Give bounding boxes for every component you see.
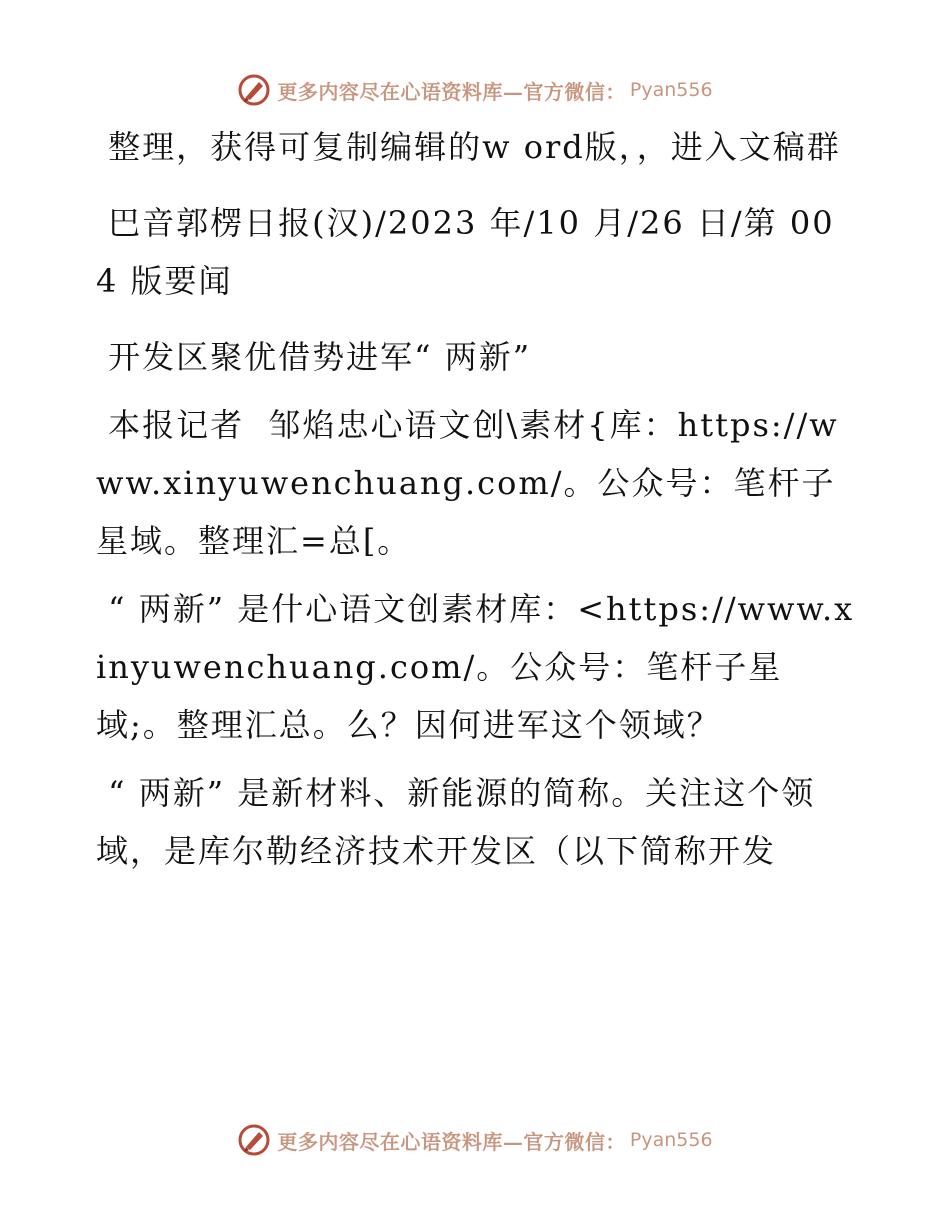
- paragraph-intro: 整理，获得可复制编辑的w ord版，，进入文稿群: [96, 128, 841, 166]
- banner-text: 更多内容尽在心语资料库—官方微信：: [277, 79, 626, 104]
- paragraph-body: “ 两新” 是新材料、新能源的简称。关注这个领域，是库尔勒经济技术开发区（以下简称开发: [96, 774, 816, 870]
- banner-text: 更多内容尽在心语资料库—官方微信：: [277, 1129, 626, 1154]
- pen-logo-icon: [237, 73, 271, 107]
- article-title: 开发区聚优借势进军“ 两新”: [96, 338, 532, 376]
- paragraph-question: “ 两新” 是什心语文创素材库：<https://www.xinyuwenchuang.com/。公众号：笔杆子星域;。整理汇总。么？因何进军这个领域？: [96, 590, 855, 744]
- paragraph-source: 巴音郭楞日报(汉)/2023 年/10 月/26 日/第 004 版要闻: [96, 204, 835, 300]
- header-banner: [0, 70, 950, 110]
- banner-wechat-id: Pyan556: [629, 1129, 713, 1151]
- pen-logo-icon: [237, 1123, 271, 1157]
- banner-wechat-id: Pyan556: [629, 79, 713, 101]
- paragraph-byline: 本报记者 邹焰忠心语文创\素材{库：https://www.xinyuwenchuang.com/。公众号：笔杆子星域。整理汇=总[。: [96, 406, 839, 560]
- document-body: [96, 118, 856, 880]
- footer-banner: [0, 1120, 950, 1160]
